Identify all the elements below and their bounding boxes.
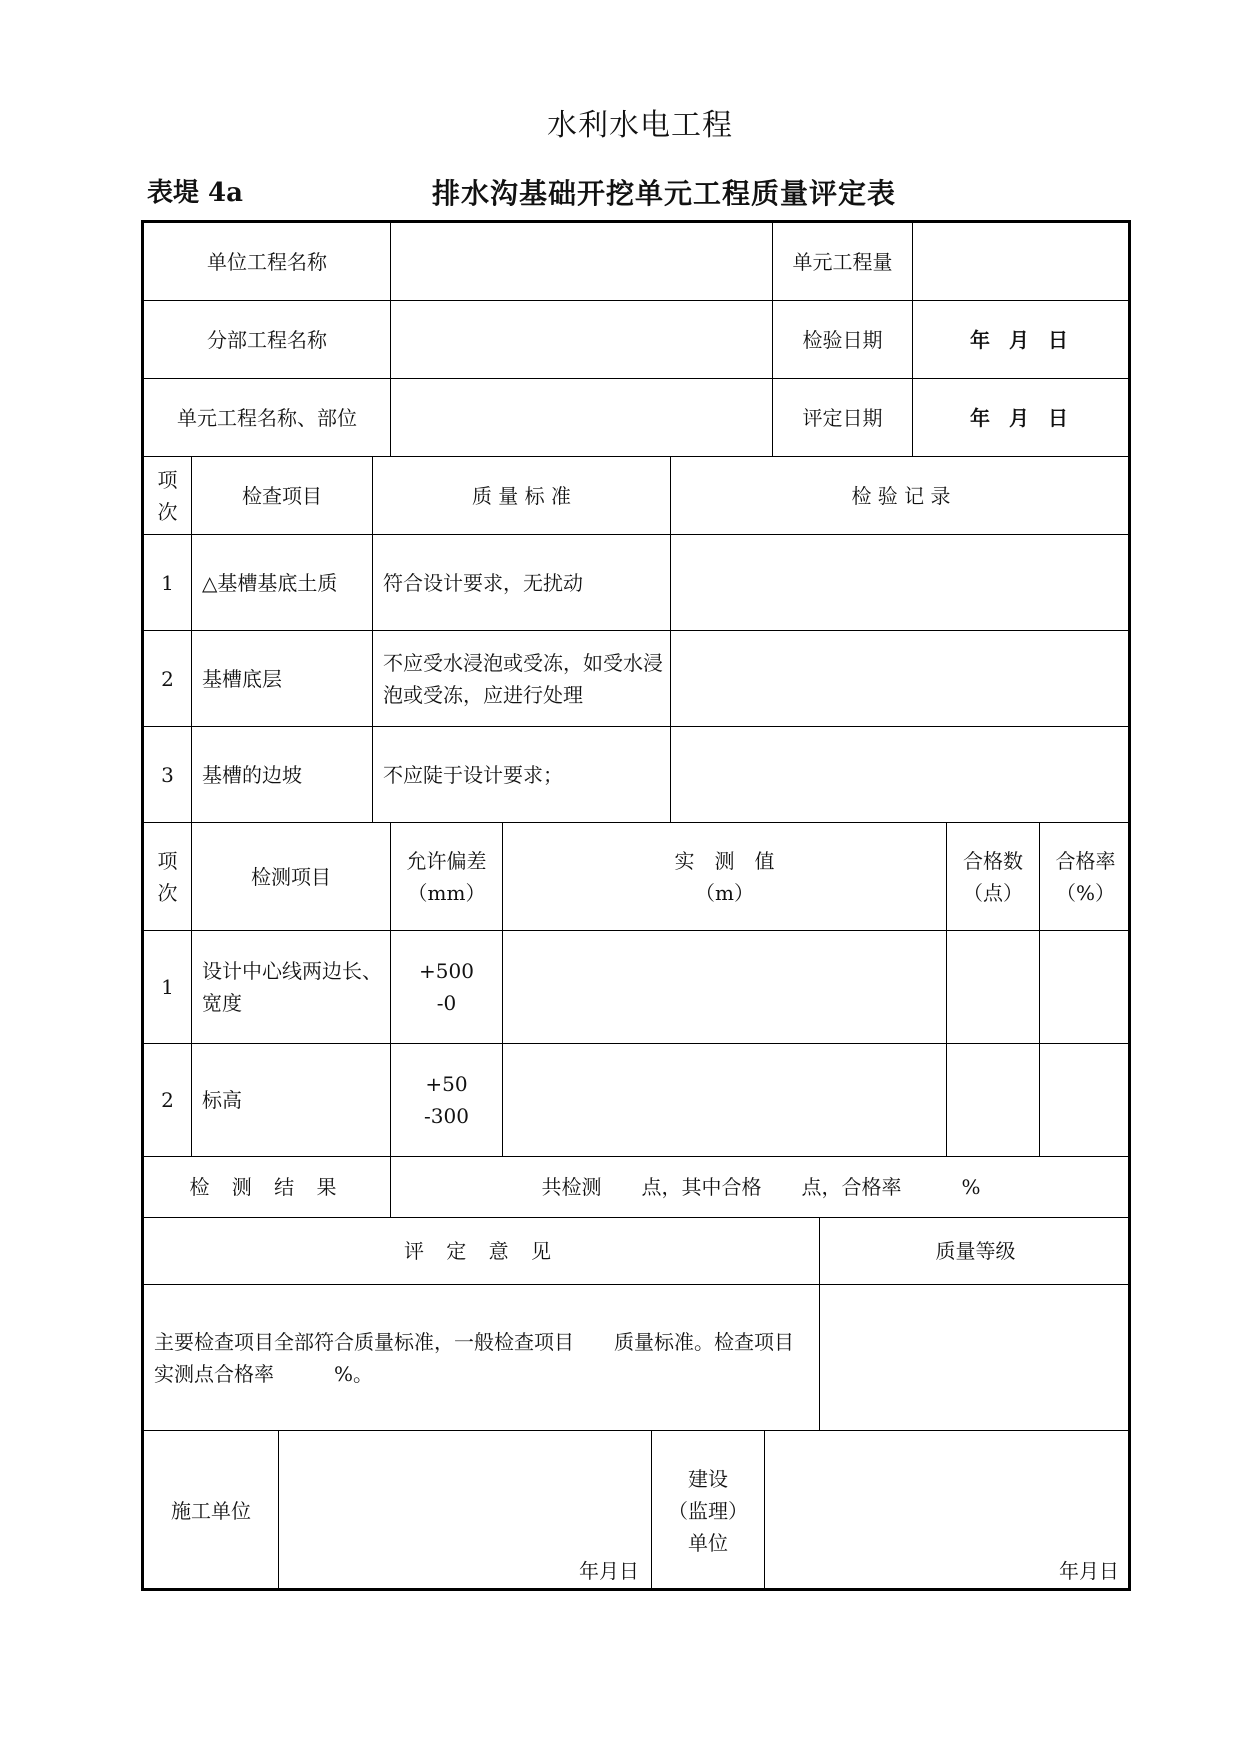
inspection-date-field[interactable]: 年 月 日: [913, 301, 1131, 379]
pass-rate-header: 合格率 （%）: [1040, 823, 1131, 931]
measurement-row-item: 设计中心线两边长、宽度: [192, 931, 391, 1044]
measurement-row-tolerance: +500 -0: [391, 931, 503, 1044]
measurement-row-measured[interactable]: [503, 1044, 947, 1157]
inspection-row-no: 1: [144, 535, 192, 631]
inspection-row-item: 基槽的边坡: [192, 727, 373, 823]
measurement-row-pass-rate[interactable]: [1040, 1044, 1131, 1157]
inspection-row-no: 2: [144, 631, 192, 727]
measurement-result-text[interactable]: 共检测 点，其中合格 点，合格率 %: [391, 1157, 1131, 1218]
evaluation-opinion-label: 评 定 意 见: [144, 1218, 820, 1285]
measurement-item-no-header: 项 次: [144, 823, 192, 931]
supervisor-signature-field[interactable]: [765, 1431, 1131, 1591]
quality-standard-header: 质 量 标 准: [373, 457, 671, 535]
unit-quantity-label: 单元工程量: [773, 223, 913, 301]
measurement-result-label: 检 测 结 果: [144, 1157, 391, 1218]
measurement-row-tolerance: +50 -300: [391, 1044, 503, 1157]
measurement-row-no: 2: [144, 1044, 192, 1157]
measurement-item-header: 检测项目: [192, 823, 391, 931]
table-code: 表堤 4a: [147, 178, 243, 208]
quality-grade-label: 质量等级: [820, 1218, 1131, 1285]
pass-count-header: 合格数 （点）: [947, 823, 1040, 931]
supervisor-label: 建设 （监理） 单位: [652, 1431, 765, 1591]
measurement-row-pass-count[interactable]: [947, 1044, 1040, 1157]
unit-quantity-field[interactable]: [913, 223, 1131, 301]
measurement-row-item: 标高: [192, 1044, 391, 1157]
quality-grade-field[interactable]: [820, 1285, 1131, 1431]
inspection-record-header: 检 验 记 录: [671, 457, 1131, 535]
page-header: 水利水电工程: [547, 108, 733, 143]
evaluation-date-label: 评定日期: [773, 379, 913, 457]
unit-project-name-field[interactable]: [391, 223, 773, 301]
constructor-date: 年月日: [579, 1559, 639, 1583]
inspection-row-record[interactable]: [671, 631, 1131, 727]
supervisor-date: 年月日: [1059, 1559, 1119, 1583]
inspection-row-standard: 符合设计要求，无扰动: [373, 535, 671, 631]
measured-value-header: 实 测 值 （m）: [503, 823, 947, 931]
form-title: 排水沟基础开挖单元工程质量评定表: [432, 177, 897, 210]
evaluation-date-field[interactable]: 年 月 日: [913, 379, 1131, 457]
measurement-row-no: 1: [144, 931, 192, 1044]
inspection-row-no: 3: [144, 727, 192, 823]
unit-name-location-field[interactable]: [391, 379, 773, 457]
tolerance-header: 允许偏差 （mm）: [391, 823, 503, 931]
inspection-item-no-header: 项 次: [144, 457, 192, 535]
measurement-row-measured[interactable]: [503, 931, 947, 1044]
unit-project-name-label: 单位工程名称: [144, 223, 391, 301]
inspection-row-item: △基槽基底土质: [192, 535, 373, 631]
evaluation-form: [141, 220, 1131, 1591]
inspection-date-label: 检验日期: [773, 301, 913, 379]
inspection-row-record[interactable]: [671, 727, 1131, 823]
inspection-row-standard: 不应受水浸泡或受冻，如受水浸泡或受冻，应进行处理: [373, 631, 671, 727]
inspection-row-item: 基槽底层: [192, 631, 373, 727]
measurement-row-pass-count[interactable]: [947, 931, 1040, 1044]
division-project-name-label: 分部工程名称: [144, 301, 391, 379]
constructor-signature-field[interactable]: [279, 1431, 652, 1591]
unit-name-location-label: 单元工程名称、部位: [144, 379, 391, 457]
evaluation-opinion-text[interactable]: 主要检查项目全部符合质量标准，一般检查项目 质量标准。检查项目实测点合格率 %。: [144, 1285, 820, 1431]
inspection-item-header: 检查项目: [192, 457, 373, 535]
division-project-name-field[interactable]: [391, 301, 773, 379]
inspection-row-record[interactable]: [671, 535, 1131, 631]
inspection-row-standard: 不应陡于设计要求；: [373, 727, 671, 823]
constructor-label: 施工单位: [144, 1431, 279, 1591]
measurement-row-pass-rate[interactable]: [1040, 931, 1131, 1044]
